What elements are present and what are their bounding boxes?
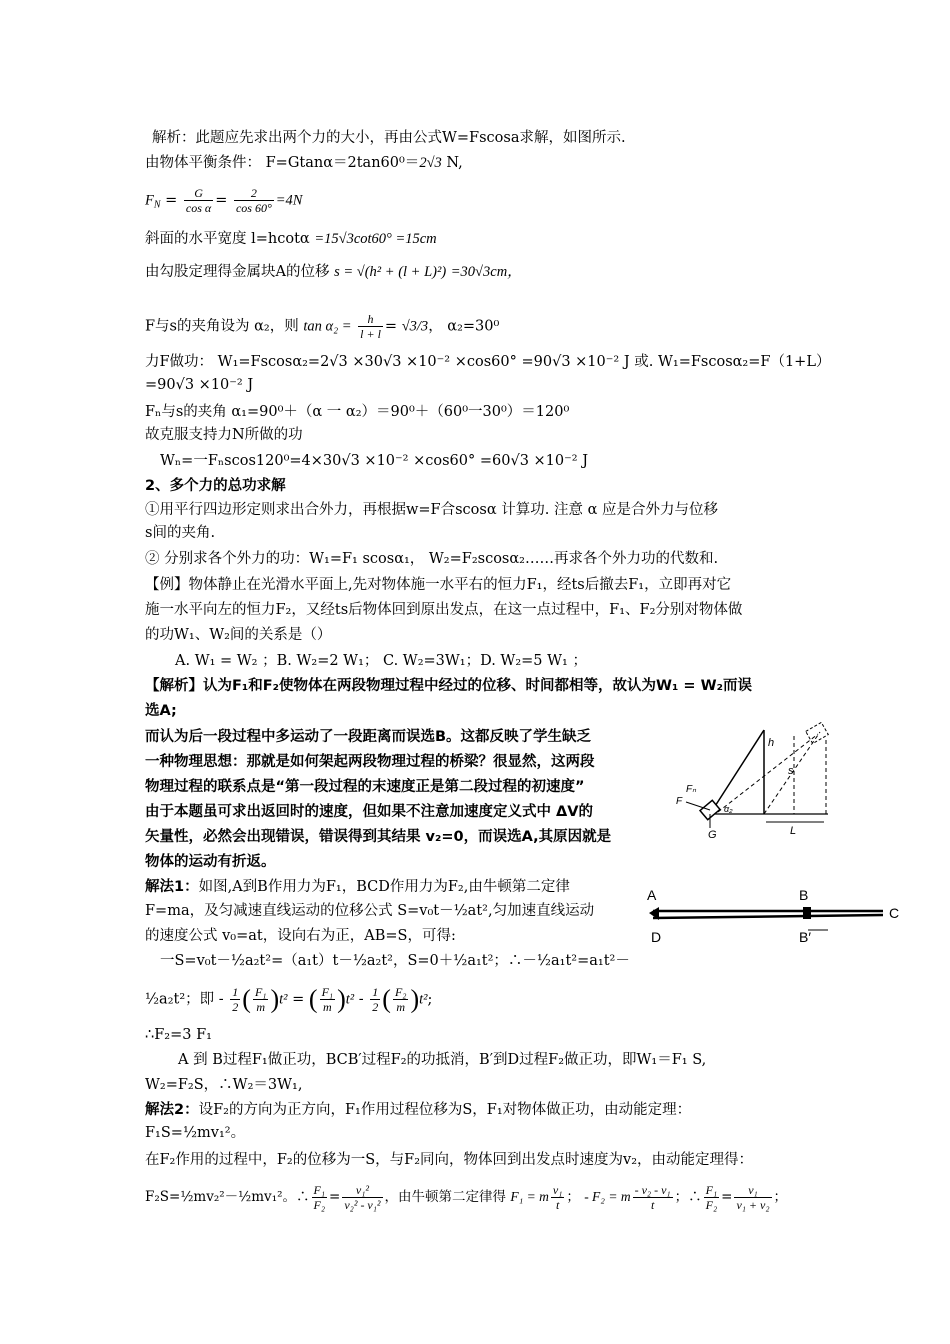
label-c: C (889, 905, 900, 921)
line-2 (145, 153, 463, 173)
sep-3: ； (773, 1189, 788, 1205)
frac-v1-v2v1-num: v₁² (342, 1183, 382, 1198)
line-34: A 到 B过程F₁做正功，BCB′过程F₂的功抵消，B′到D过程F₂做正功，即W₁＝F₁ S, (178, 1052, 707, 1068)
frac-v1t-num: v₁ (552, 1183, 563, 1197)
frac-num-2: 2 (234, 186, 274, 201)
t2-a: t² (279, 991, 288, 1008)
line-2-text: 由物体平衡条件： F=Gtanα＝2tan60⁰＝ (145, 155, 420, 171)
label-f: F (676, 796, 683, 807)
frac-f2m (393, 985, 409, 1014)
math-2sqrt3: 2√3 (419, 155, 442, 171)
frac-f1f2-b-den: F₂ (705, 1198, 718, 1212)
line-28 (145, 877, 570, 897)
frac-half-b-num: 1 (372, 985, 379, 999)
frac-half-a-num: 1 (232, 985, 239, 999)
frac-f2m-den: m (396, 1000, 406, 1014)
frac-num-h: h (358, 312, 383, 327)
frac-f1f2-b-num: F₁ (705, 1183, 718, 1197)
frac-half-b (370, 985, 380, 1014)
rail-bottom (653, 915, 883, 918)
line-25: 由于本题虽可求出返回时的速度，但如果不注意加速度定义式中 ΔV的 (145, 804, 593, 820)
frac-v1-v1v2-den: v₁ + v₂ (736, 1198, 770, 1212)
line-32-text: ½a₂t²；即 - (145, 991, 224, 1008)
line-5-text: 由勾股定理得金属块A的位移 (145, 264, 330, 280)
line-4-text: 斜面的水平宽度 l=hcotα (145, 231, 310, 247)
method1-label: 解法1： (145, 879, 199, 895)
abcd-figure (643, 880, 908, 950)
label-a2: α₂ (724, 804, 733, 814)
line-33: ∴F₂=3 F₁ (145, 1027, 212, 1043)
line-22: 而认为后一段过程中多运动了一段距离而误选B。这都反映了学生缺乏 (145, 729, 592, 745)
frac-f1m-a (253, 985, 269, 1014)
frac-v2v1t-den: t (650, 1198, 655, 1212)
line-1: 解析：此题应先求出两个力的大小，再由公式W=Fscosa求解，如图所示. (152, 130, 626, 146)
frac-den-cos: cos α (185, 201, 212, 215)
line-27: 物体的运动有折返。 (145, 854, 276, 870)
math-sqrt3-3: √3/3 (401, 318, 429, 335)
frac-v1-v2v1 (342, 1183, 382, 1212)
frac-v1-v2v1-den: v₂² - v₁² (344, 1198, 381, 1212)
frac-f1f2-b (704, 1183, 720, 1212)
label-l: L (790, 825, 797, 837)
line-26: 矢量性，必然会出现错误，错误得到其结果 v₂=0，而误选A,其原因就是 (145, 829, 612, 845)
line-23: 一种物理思想：那就是如何架起两段物理过程的桥梁？很显然，这两段 (145, 754, 595, 770)
paren-close-1: ) (270, 984, 280, 1014)
sep-1: ； (566, 1189, 580, 1205)
line-15: ② 分别求各个外力的功：W₁=F₁ scosα₁， W₂=F₂scosα₂……再求各个外力功的代数和. (145, 551, 719, 567)
line-32: ½a₂t²；即 - $\frac{1}{2}$ ( $\frac{\text{F₁}}{m}$ )t² = ( $\frac{\text{F₁}}{m}$ )t² - $\frac{1}{2}$ ( $\frac{\text{F₂}}{m}$ )t²; (145, 984, 433, 1014)
line-18: 的功W₁、W₂间的关系是（） (145, 627, 332, 643)
f2-eq: - F₂ = m (584, 1189, 631, 1204)
line-14: s间的夹角. (145, 525, 216, 541)
line-2-tail: N, (441, 155, 463, 171)
incline-figure (668, 722, 843, 840)
frac-h-ll (358, 312, 383, 341)
line-35: W₂=F₂S，∴W₂＝3W₁, (145, 1077, 303, 1093)
frac-2-cos60 (234, 186, 274, 215)
method2-label: 解法2： (145, 1102, 199, 1118)
frac-f1m-a-num: F₁ (254, 985, 267, 999)
line-28-text: 如图,A到B作用力为F₁，BCD作用力为F₂,由牛顿第二定律 (198, 879, 570, 895)
sep-2: ；∴ (674, 1189, 702, 1205)
frac-half-a-den: 2 (232, 1000, 239, 1014)
frac-f1f2-num: F₁ (313, 1183, 326, 1197)
label-b: B (799, 887, 809, 903)
f1-eq: F₁ = m (510, 1189, 549, 1204)
paren-close-3: ) (410, 984, 420, 1014)
line-39: F₂S=½mv₂²－½mv₁²。∴ $\frac{\text{F₁}}{\text{F₂}}$ = $\frac{\text{v₁²}}{\text{v₂² - v₁²}}$ ，由牛顿第二定律得 F₁ = m $\frac{\text{v₁}}{t}$ ； - F₂ = m $\frac{\text{- v₂ - v₁}}{t}$ ；∴ $\frac{\text{F₁}}{\text{F₂}}$ = $\frac{\text{v₁}}{\text{v₁ + v₂}}$ ； (145, 1183, 788, 1212)
math-fn: F (145, 192, 154, 209)
line-36 (145, 1100, 691, 1120)
frac-half-b-den: 2 (372, 1000, 379, 1014)
frac-v1-v1v2 (734, 1183, 771, 1212)
math-s-expr: s = √(h² + (l + L)²) (334, 264, 447, 280)
line-17: 施一水平向左的恒力F₂，又经ts后物体回到原出发点，在这一点过程中，F₁、F₂分别对物体做 (145, 602, 743, 618)
label-s: s (788, 765, 794, 777)
line-9: Fₙ与s的夹角 α₁=90⁰＋（α 一 α₂）＝90⁰＋（60⁰一30⁰）＝120⁰ (145, 404, 570, 420)
line-6: F与s的夹角设为 α₂，则 tan α₂ = $\frac{h}{l + l}$ = √3/3， α₂=30⁰ (145, 312, 500, 341)
line-6-text: F与s的夹角设为 α₂，则 (145, 318, 299, 335)
frac-v1-v1v2-num: v₁ (734, 1183, 771, 1198)
line-11: Wₙ=一Fₙscos120⁰=4×30√3 ×10⁻² ×cos60° =60√3 ×10⁻² J (160, 453, 589, 469)
frac-g-cos (184, 186, 213, 215)
frac-f1m-b (320, 985, 336, 1014)
frac-f1m-a-den: m (256, 1000, 266, 1014)
label-fn: Fₙ (686, 784, 697, 795)
line-7: 力F做功： W₁=Fscosα₂=2√3 ×30√3 ×10⁻² ×cos60° =90√3 ×10⁻² J 或. W₁=Fscosα₂=F（1+L） (145, 354, 831, 370)
line-36-text: 设F₂的方向为正方向，F₁作用过程位移为S，F₁对物体做正功，由动能定理： (198, 1102, 692, 1118)
line-4-math: =15√3cot60° =15cm (314, 231, 437, 247)
line-6-tail: ， α₂=30⁰ (428, 318, 500, 335)
paren-open-1: ( (242, 984, 251, 1014)
math-tan: tan α₂ = (303, 318, 352, 335)
line-29: F=ma，及匀减速直线运动的位移公式 S=v₀t－½at²,匀加速直线运动 (145, 903, 595, 919)
frac-v2v1t (633, 1183, 673, 1212)
line-24: 物理过程的联系点是“第一段过程的末速度正是第二段过程的初速度” (145, 779, 585, 795)
line-8: =90√3 ×10⁻² J (145, 377, 254, 393)
frac-half-a (230, 985, 240, 1014)
label-g: G (708, 829, 717, 840)
frac-v1t-den: t (555, 1198, 560, 1212)
frac-f1f2 (312, 1183, 328, 1212)
line-13: ①用平行四边形定则求出合外力，再根据w=F合scosα 计算功. 注意 α 应是合外力与位移 (145, 502, 718, 518)
frac-f2m-num: F₂ (394, 985, 407, 999)
label-a: A (647, 887, 657, 903)
line-4 (145, 229, 437, 249)
line-20: 【解析】认为F₁和F₂使物体在两段物理过程中经过的位移、时间都相等，故认为W₁ = W₂而误 (145, 678, 752, 694)
t2-b: t² (345, 991, 355, 1008)
line-19: A. W₁ = W₂ ；B. W₂=2 W₁； C. W₂=3W₁；D. W₂=5 W₁ ； (175, 653, 587, 669)
line-39-mid: ，由牛顿第二定律得 (384, 1189, 507, 1205)
paren-close-2: ) (337, 984, 346, 1014)
line-5 (145, 262, 522, 282)
frac-num-g: G (184, 186, 213, 201)
line-3: $F_N$ = $\frac{G}{\text{cos α}}$ = $\frac{2}{\cos 60^\circ}$ =4N (145, 186, 303, 215)
frac-f1f2-den: F₂ (313, 1198, 326, 1212)
line-30: 的速度公式 v₀=at，设向右为正，AB=S，可得: (145, 928, 456, 944)
label-d: D (651, 929, 662, 945)
minus-sign: - (358, 991, 364, 1008)
line-10: 故克服支持力N所做的功 (145, 427, 303, 443)
frac-v1t (551, 1183, 565, 1212)
point-b-marker (803, 907, 811, 919)
frac-den-ll: l + l (360, 327, 381, 341)
line-39-text: F₂S=½mv₂²－½mv₁²。∴ (145, 1189, 310, 1205)
frac-f1m-b-den: m (323, 1000, 332, 1014)
line-31: 一S=v₀t－½a₂t²=（a₁t）t－½a₂t²，S=0＋½a₁t²；∴－½a₁t²=a₁t²－ (160, 953, 630, 969)
label-h: h (768, 737, 775, 749)
math-4n: =4N (275, 192, 303, 209)
math-fn-sub: N (153, 199, 161, 211)
t2-c: t² (419, 991, 428, 1008)
frac-f1m-b-num: F₁ (321, 985, 334, 999)
section-heading: 2、多个力的总功求解 (145, 478, 286, 494)
frac-den-cos60: cos 60° (235, 201, 272, 215)
frac-v2v1t-num: - v₂ - v₁ (634, 1183, 671, 1197)
paren-open-3: ( (382, 984, 391, 1014)
line-37: F₁S=½mv₁²。 (145, 1125, 246, 1141)
incline-slope (710, 730, 764, 814)
line-21: 选A; (145, 703, 177, 719)
paren-open-2: ( (308, 984, 318, 1014)
line-16: 【例】物体静止在光滑水平面上,先对物体施一水平右的恒力F₁，经ts后撤去F₁，立即再对它 (145, 577, 732, 593)
line-5-math: =30√3cm， (450, 264, 522, 280)
label-b-prime: B′ (799, 929, 811, 945)
line-38: 在F₂作用的过程中，F₂的位移为一S，与F₂同向，物体回到出发点时速度为v₂，由动能定理得： (145, 1152, 754, 1168)
